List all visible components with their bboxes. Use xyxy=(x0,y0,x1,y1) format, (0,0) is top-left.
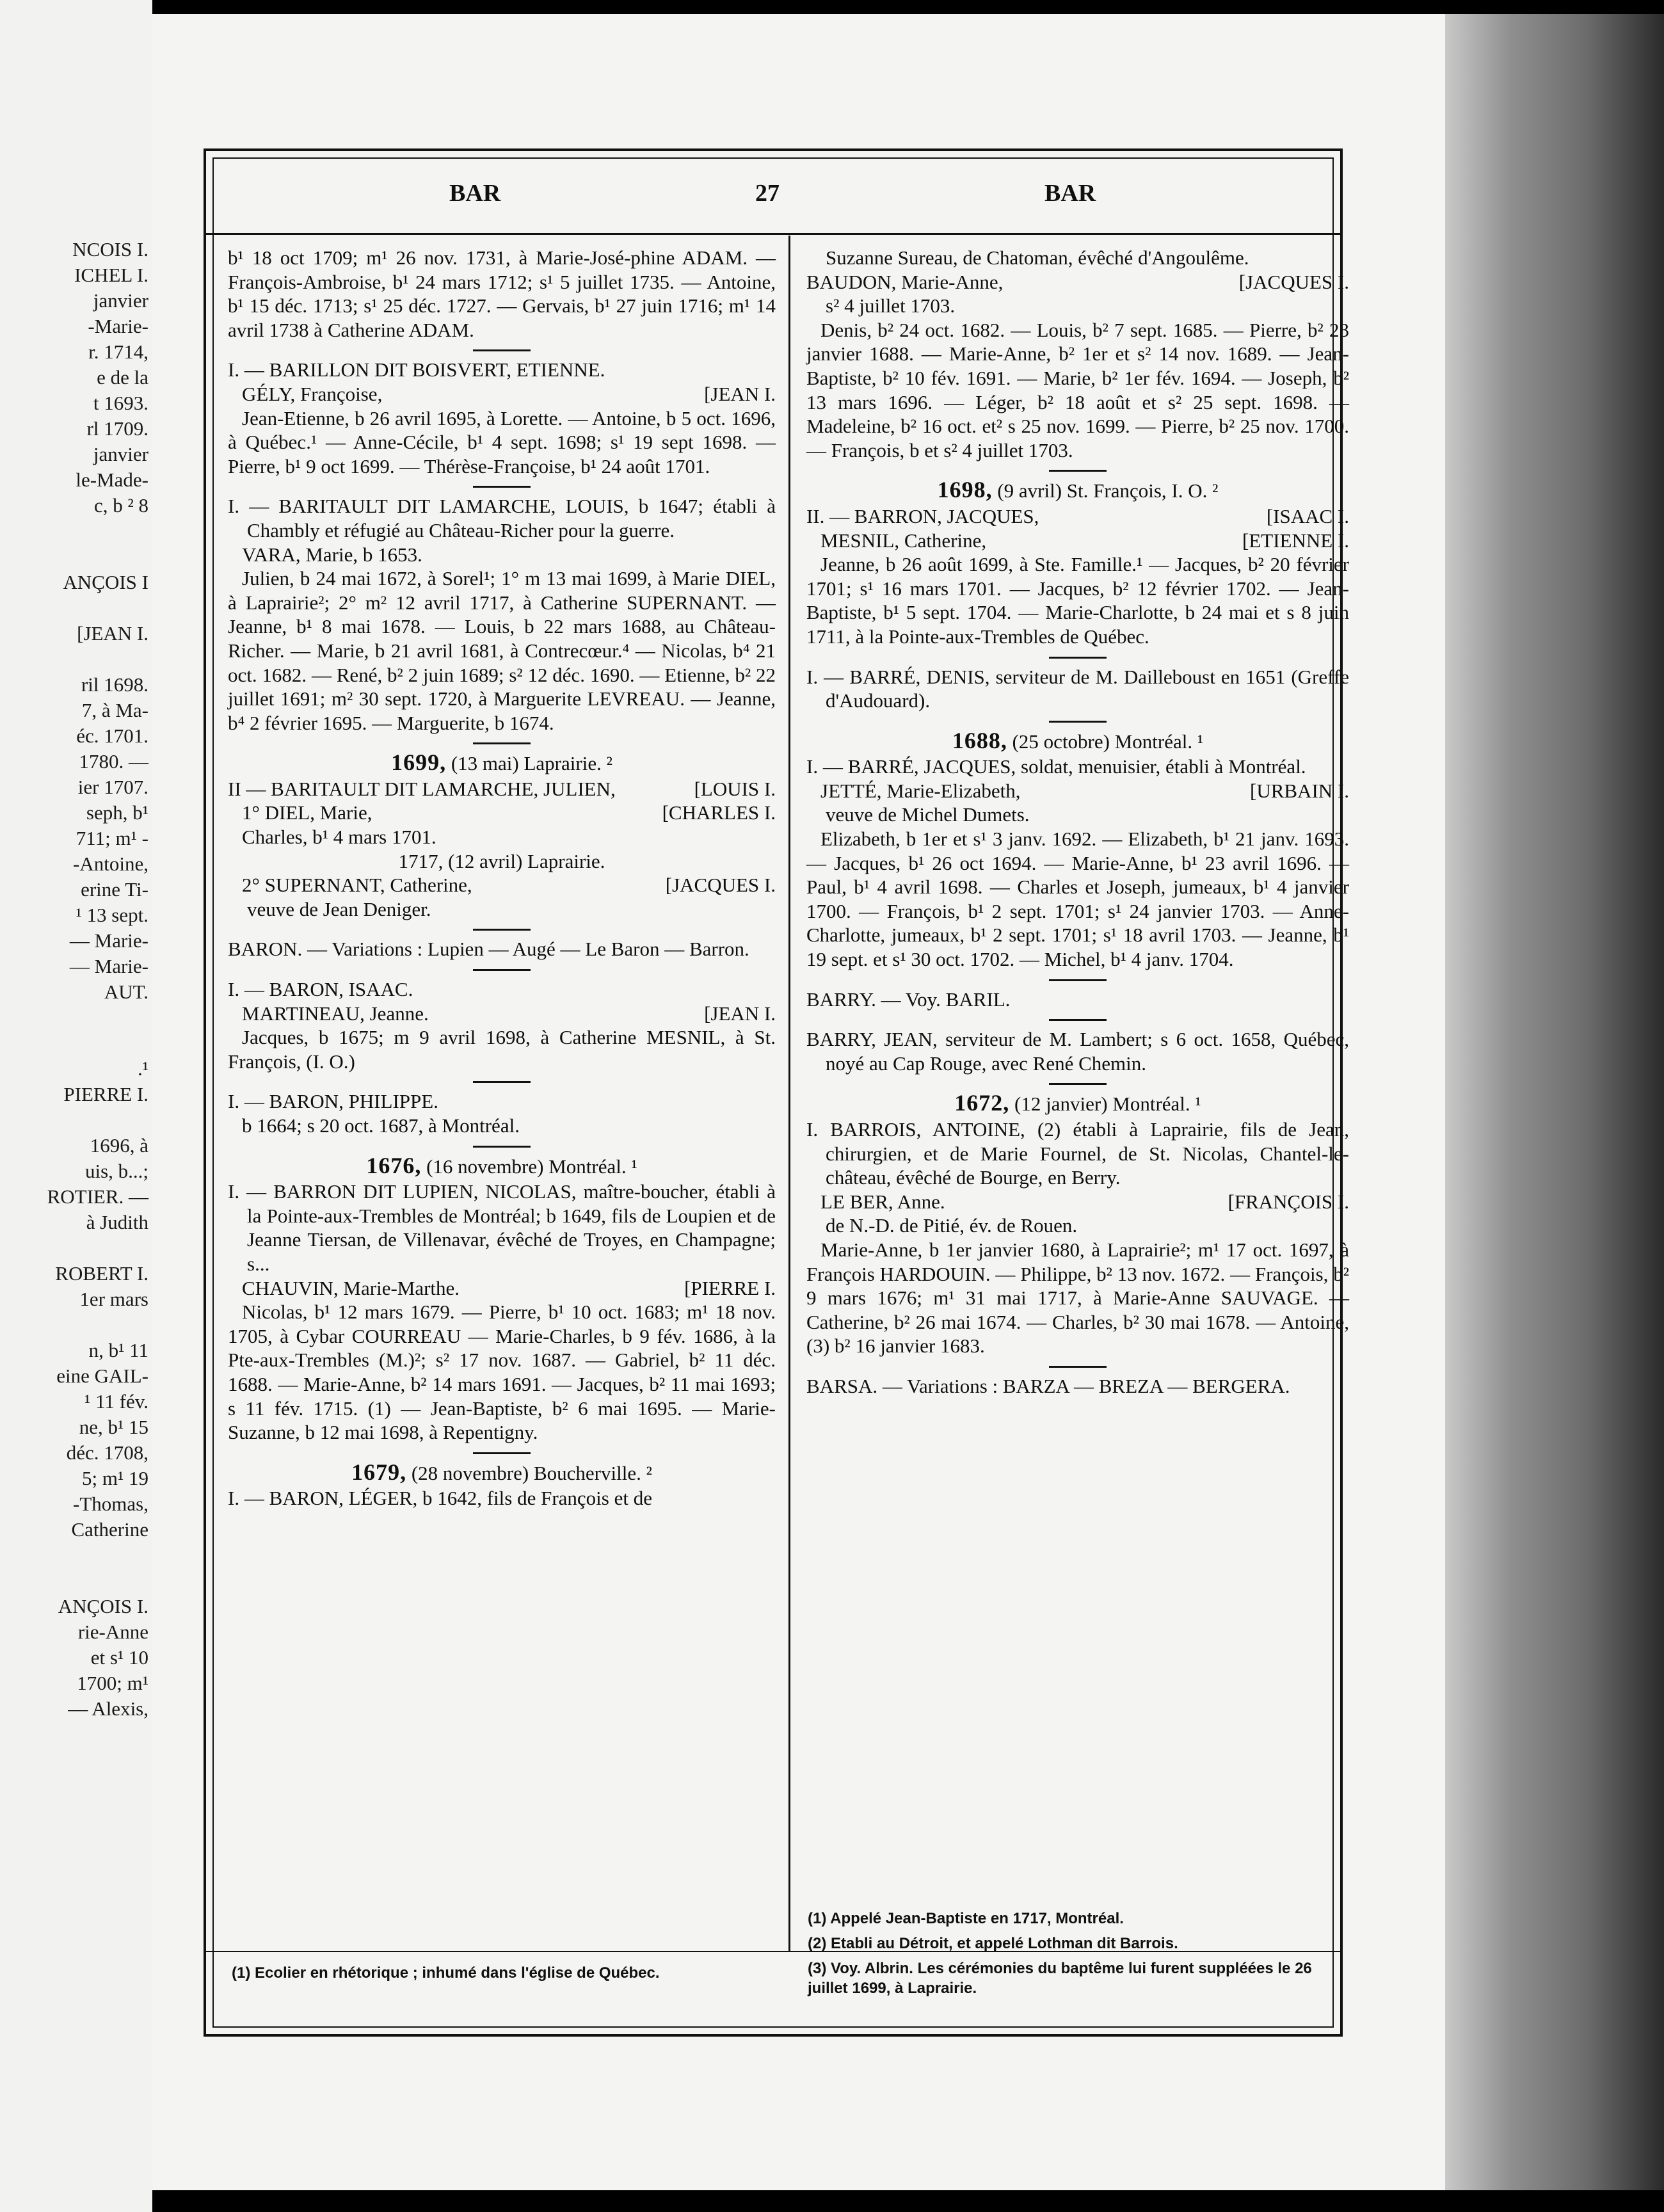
separator xyxy=(473,1146,531,1148)
marriage-place: (13 mai) Laprairie. ² xyxy=(451,752,612,775)
children-list: Marie-Anne, b 1er janvier 1680, à Laprairie²; m¹ 17 oct. 1697, à François HARDOUIN. — Philippe, b² 13 nov. 1672. — François, b² 9 mars 1676; m¹ 31 mai 1717, à Marie-Anne SAUVAGE. — Catherine, b² 26 mai 1674. — Charles, b² 30 mai 1678. — Antoine, (3) b² 16 janvier 1683. xyxy=(806,1238,1349,1358)
marriage-date-line: 1717, (12 avril) Laprairie. xyxy=(398,849,605,872)
parent-ref: [LOUIS I. xyxy=(694,777,776,800)
entry-heading: I. — BARRON DIT LUPIEN, NICOLAS, maître-boucher, établi à la Pointe-aux-Trembles de Montréal; b 1649, fils de Loupien et de Jeanne Tiersan, de Villenavar, évêché de Troyes, en Champagne; s... xyxy=(228,1180,776,1275)
spouse-line xyxy=(806,1190,1349,1214)
spouse-line xyxy=(228,1276,776,1301)
spouse-name: MESNIL, Catherine, xyxy=(820,529,987,552)
marriage-year: 1688, xyxy=(952,727,1007,753)
separator xyxy=(1049,1366,1107,1368)
entry-heading: BARRY, JEAN, serviteur de M. Lambert; s 6 oct. 1658, Québec, noyé au Cap Rouge, avec René Chemin. xyxy=(806,1028,1349,1075)
separator xyxy=(1049,721,1107,723)
facing-page-fragment xyxy=(0,0,152,2212)
left-column xyxy=(228,246,776,1511)
parent-ref: [ISAAC I. xyxy=(1266,504,1349,527)
separator xyxy=(473,486,531,488)
spouse-line xyxy=(228,382,776,406)
entry-heading: I. — BARRÉ, JACQUES, soldat, menuisier, établi à Montréal. xyxy=(806,755,1306,778)
spouse-note: veuve de Michel Dumets. xyxy=(826,803,1030,826)
spouse-name: 1° DIEL, Marie, xyxy=(242,801,372,824)
separator xyxy=(1049,470,1107,472)
spouse-name: GÉLY, Françoise, xyxy=(242,382,383,405)
running-header xyxy=(206,179,1340,224)
page-frame xyxy=(204,148,1349,2037)
spouse-note: s² 4 juillet 1703. xyxy=(826,294,956,317)
separator xyxy=(473,929,531,931)
entry-heading: I. — BARON, ISAAC. xyxy=(228,978,413,1001)
entry-heading: I. — BARITAULT DIT LAMARCHE, LOUIS, b 1647; établi à Chambly et réfugié au Château-Richer pour la guerre. xyxy=(228,495,776,541)
book-spine xyxy=(1445,14,1664,2190)
entry-heading: I. — BARON, PHILIPPE. xyxy=(228,1090,438,1113)
separator xyxy=(1049,657,1107,659)
parent-ref: [CHARLES I. xyxy=(662,801,776,824)
entry-heading-line xyxy=(228,777,776,801)
marriage-year: 1676, xyxy=(366,1152,422,1178)
children-list: Nicolas, b¹ 12 mars 1679. — Pierre, b¹ 10 oct. 1683; m¹ 18 nov. 1705, à Cybar COURREAU — Marie-Charles, b 9 fév. 1686, à la Pte-aux-Trembles (M.)²; s² 17 nov. 1687. — Gabriel, b² 11 déc. 1688. — Marie-Anne, b² 14 mars 1691. — Jacques, b² 11 mai 1693; s 11 fév. 1715. (1) — Jean-Baptiste, b² 6 mai 1695. — Marie-Suzanne, b 12 mai 1698, à Repentigny. xyxy=(228,1301,776,1444)
spouse-line xyxy=(806,529,1349,553)
surname-variations: BARON. — Variations : Lupien — Augé — Le Baron — Barron. xyxy=(228,938,749,961)
page-number: 27 xyxy=(755,180,780,207)
spouse-line xyxy=(228,801,776,825)
children-list: Denis, b² 24 oct. 1682. — Louis, b² 7 sept. 1685. — Pierre, b² 23 janvier 1688. — Marie-Anne, b² 1er et s² 14 nov. 1689. — Jean-Baptiste, b² 10 fév. 1691. — Marie, b² 1er fév. 1694. — Joseph, b² 13 mars 1696. — Léger, b² 18 août et s² 25 sept. 1698. — Madeleine, b² 16 oct. et² s 25 nov. 1699. — Pierre, b² 25 nov. 1700. — François, b et s² 4 juillet 1703. xyxy=(806,318,1349,461)
spouse-name: 2° SUPERNANT, Catherine, xyxy=(242,874,472,897)
entry-heading: I. — BARILLON DIT BOISVERT, ETIENNE. xyxy=(228,358,605,381)
separator xyxy=(1049,1083,1107,1085)
marriage-date-heading xyxy=(806,1091,1349,1116)
parent-ref: [URBAIN I. xyxy=(1250,779,1349,802)
children-list: Jeanne, b 26 août 1699, à Ste. Famille.¹ — Jacques, b² 20 février 1701; s¹ 16 mars 1701. — Jacques, b² 12 février 1702. — Jean-Baptiste, b¹ 5 sept. 1704. — Marie-Charlotte, b 24 mai et s 8 juin 1711, à la Pointe-aux-Trembles de Québec. xyxy=(806,553,1349,648)
children-list: Charles, b¹ 4 mars 1701. xyxy=(242,826,436,849)
footnote: (1) Ecolier en rhétorique ; inhumé dans l'église de Québec. xyxy=(232,1964,660,1982)
marriage-date-heading xyxy=(806,729,1349,754)
marriage-year: 1699, xyxy=(391,749,447,776)
facing-page-text: NCOIS I. ICHEL I. janvier -Marie- r. 1714, e de la t 1693. rl 1709. janvier le-Made- c, b ² 8 ANÇOIS I [JEAN I. ril 1698. 7, à Ma- éc. 1701. 1780. — ier 1707. seph, b¹ 711; m¹ - -Antoine, erine Ti- ¹ 13 sept. — Marie- — Marie- AUT. .¹ PIERRE I. 1696, à uis, b...; ROTIER. — à Judith ROBERT I. 1er mars n, b¹ 11 eine GAIL- ¹ 11 fév. ne, b¹ 15 déc. 1708, 5; m¹ 19 -Thomas, Catherine ANÇOIS I. rie-Anne et s¹ 10 1700; m¹ — Alexis, xyxy=(47,238,148,1720)
entry-heading: II. — BARRON, JACQUES, xyxy=(806,504,1039,527)
marriage-year: 1672, xyxy=(954,1090,1010,1116)
spouse-line xyxy=(806,779,1349,803)
spouse-name: LE BER, Anne. xyxy=(820,1190,945,1213)
children-list: Elizabeth, b 1er et s¹ 3 janv. 1692. — Elizabeth, b¹ 21 janv. 1693. — Jacques, b¹ 26 oct 1694. — Marie-Anne, b¹ 23 avril 1696. — Paul, b¹ 4 avril 1698. — Charles et Joseph, jumeaux, b¹ 4 janvier 1700. — François, b¹ 2 sept. 1701; s¹ 24 janvier 1703. — Anne-Charlotte, jumeaux, b¹ 2 sept. 1701; s¹ 18 avril 1703. — Jeanne, b¹ 19 sept. et s¹ 30 oct. 1702. — Michel, b¹ 4 janv. 1704. xyxy=(806,828,1349,971)
parent-ref: [ETIENNE I. xyxy=(1242,529,1349,552)
marriage-place: (28 novembre) Boucherville. ² xyxy=(411,1461,652,1484)
header-right: BAR xyxy=(1044,180,1096,207)
entry-text: Suzanne Sureau, de Chatoman, évêché d'Angoulême. xyxy=(826,246,1249,269)
children-list: Jacques, b 1675; m 9 avril 1698, à Catherine MESNIL, à St. François, (I. O.) xyxy=(228,1026,776,1073)
separator xyxy=(473,349,531,351)
parent-ref: [FRANÇOIS I. xyxy=(1228,1190,1349,1213)
parent-ref: [JACQUES I. xyxy=(665,874,776,897)
parent-ref: [JACQUES I. xyxy=(1238,270,1349,293)
spouse-line xyxy=(228,1002,776,1026)
header-rule xyxy=(206,233,1340,235)
spouse-name: BAUDON, Marie-Anne, xyxy=(806,270,1004,293)
entry-text: b 1664; s 20 oct. 1687, à Montréal. xyxy=(242,1114,520,1137)
separator xyxy=(473,969,531,971)
footnotes-right xyxy=(808,1905,1345,2003)
spouse-name: VARA, Marie, b 1653. xyxy=(242,543,422,566)
marriage-place: (25 octobre) Montréal. ¹ xyxy=(1012,730,1204,753)
spouse-name: MARTINEAU, Jeanne. xyxy=(242,1002,429,1025)
entry-heading: I. — BARON, LÉGER, b 1642, fils de François et de xyxy=(228,1487,652,1510)
spouse-line xyxy=(806,270,1349,294)
footnotes-left xyxy=(232,1959,782,1988)
parent-ref: [PIERRE I. xyxy=(684,1276,776,1299)
parent-ref: [JEAN I. xyxy=(704,1002,776,1025)
spouse-name: CHAUVIN, Marie-Marthe. xyxy=(242,1276,460,1299)
footnote: (3) Voy. Albrin. Les cérémonies du baptême lui furent suppléées le 26 juillet 1699, à Laprairie. xyxy=(808,1960,1312,1997)
spouse-line xyxy=(228,873,776,897)
column-divider xyxy=(788,236,790,1952)
entry-heading: I. — BARRÉ, DENIS, serviteur de M. Dailleboust en 1651 (Greffe d'Audouard). xyxy=(806,665,1349,712)
footnote: (1) Appelé Jean-Baptiste en 1717, Montréal. xyxy=(808,1910,1124,1927)
cross-reference: BARRY. — Voy. BARIL. xyxy=(806,988,1011,1011)
spouse-name: JETTÉ, Marie-Elizabeth, xyxy=(820,779,1021,802)
parent-ref: [JEAN I. xyxy=(704,382,776,405)
header-left: BAR xyxy=(449,180,501,207)
entry-heading: II — BARITAULT DIT LAMARCHE, JULIEN, xyxy=(228,777,616,800)
marriage-year: 1679, xyxy=(351,1459,407,1485)
entry-heading: I. BARROIS, ANTOINE, (2) établi à Laprairie, fils de Jean, chirurgien, et de Marie Fournel, de St. Nicolas, Chantel-le-château, évêché de Bourge, en Berry. xyxy=(806,1118,1349,1189)
marriage-year: 1698, xyxy=(937,477,993,503)
children-list: Jean-Etienne, b 26 avril 1695, à Lorette. — Antoine, b 5 oct. 1696, à Québec.¹ — Anne-Cécile, b¹ 4 sept. 1698; s¹ 19 sept 1698. — Pierre, b¹ 9 oct 1699. — Thérèse-Françoise, b¹ 24 août 1701. xyxy=(228,406,776,477)
entry-heading-line xyxy=(806,504,1349,529)
surname-variations: BARSA. — Variations : BARZA — BREZA — BERGERA. xyxy=(806,1374,1290,1397)
separator xyxy=(1049,979,1107,981)
separator xyxy=(473,1081,531,1083)
spouse-note: veuve de Jean Deniger. xyxy=(247,897,431,920)
marriage-place: (9 avril) St. François, I. O. ² xyxy=(997,479,1219,502)
separator xyxy=(1049,1019,1107,1021)
separator xyxy=(473,742,531,744)
marriage-date-heading xyxy=(228,751,776,776)
marriage-place: (12 janvier) Montréal. ¹ xyxy=(1014,1093,1201,1116)
marriage-date-heading xyxy=(806,478,1349,503)
separator xyxy=(473,1452,531,1454)
right-column xyxy=(806,246,1349,1399)
marriage-date-heading xyxy=(228,1154,776,1179)
spouse-note: de N.-D. de Pitié, év. de Rouen. xyxy=(826,1214,1078,1237)
marriage-date-heading xyxy=(228,1461,776,1486)
marriage-place: (16 novembre) Montréal. ¹ xyxy=(426,1155,637,1178)
footnote: (2) Etabli au Détroit, et appelé Lothman dit Barrois. xyxy=(808,1935,1178,1952)
entry-text: b¹ 18 oct 1709; m¹ 26 nov. 1731, à Marie-José-phine ADAM. — François-Ambroise, b¹ 24 mars 1712; s¹ 5 juillet 1735. — Antoine, b¹ 15 déc. 1713; s¹ 25 déc. 1727. — Gervais, b¹ 27 juin 1716; m¹ 14 avril 1738 à Catherine ADAM. xyxy=(228,246,776,341)
children-list: Julien, b 24 mai 1672, à Sorel¹; 1° m 13 mai 1699, à Marie DIEL, à Laprairie²; 2° m² 12 avril 1717, à Catherine SUPERNANT. — Jeanne, b¹ 8 mai 1678. — Louis, b 22 mars 1688, au Château-Richer. — Marie, b 21 avril 1681, à Contrecœur.⁴ — Nicolas, b⁴ 21 oct. 1682. — René, b² 2 juin 1689; s² 12 déc. 1690. — Etienne, b² 22 juillet 1691; m² 30 sept. 1720, à Marguerite LEVREAU. — Jeanne, b⁴ 2 février 1695. — Marguerite, b 1674. xyxy=(228,567,776,734)
